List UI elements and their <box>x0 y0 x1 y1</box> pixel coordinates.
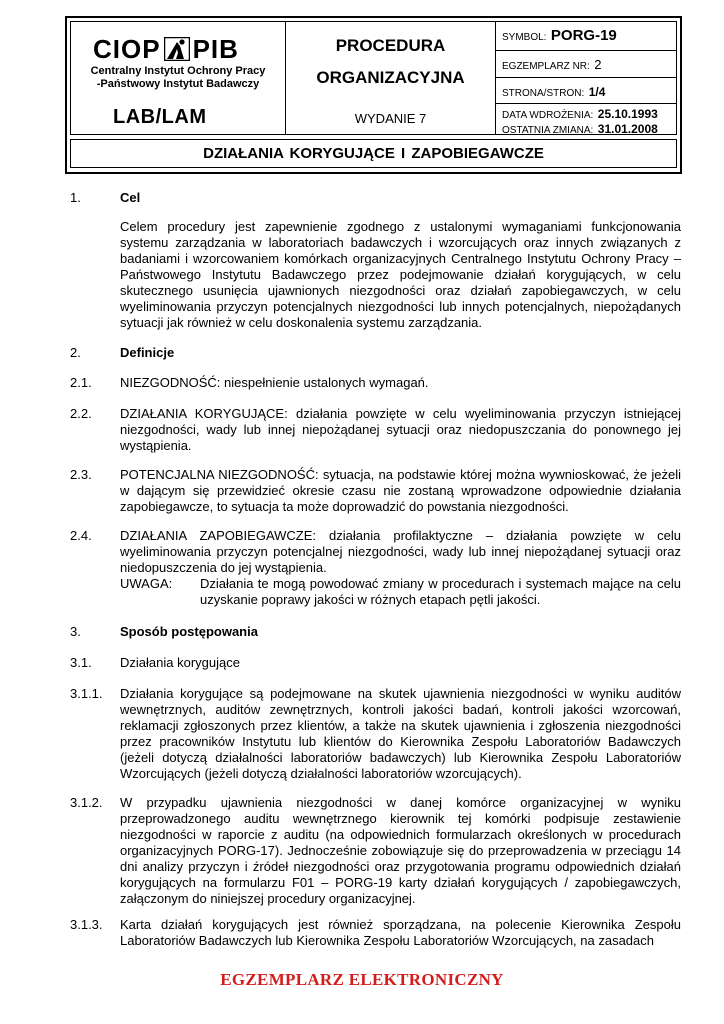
symbol-row <box>496 22 676 51</box>
section-2-number: 2. <box>70 345 81 360</box>
lab-code: LAB/LAM <box>113 106 207 128</box>
edition-label: WYDANIE 7 <box>354 111 427 126</box>
definition-2-4-text: DZIAŁANIA ZAPOBIEGAWCZE: działania profilaktyczne – działania powzięte w celu wyeliminowania przyczyn potencjalnej niezgodności, wady lub innej niepożądanej sytuacji oraz niedopuszczenia do jej wystąpienia. <box>120 528 681 575</box>
document-title: DZIAŁANIA KORYGUJĄCE I ZAPOBIEGAWCZE <box>70 139 677 168</box>
paragraph-3-1-1-number: 3.1.1. <box>70 686 103 701</box>
logo-figure-icon <box>164 37 190 61</box>
copy-value: 2 <box>594 57 602 72</box>
paragraph-3-1-2-text: W przypadku ujawnienia niezgodności w danej komórce organizacyjnej w wyniku przeprowadzonego auditu wewnętrznego kierownik tej komórki podpisuje zestawienie niezgodności w raporcie z auditu (na odpowiednich formularzach określonych w procedurach organizacyjnych PORG-17). Jednocześnie zobowiązuje się do przeprowadzenia w przeciągu 14 dni analizy przyczyn i źródeł niezgodności oraz przygotowania programu odpowiednich działań korygujących na formularzu F01 – PORG-19 karty działań korygujących / zapobiegawczych, załączonym do niniejszej procedury organizacyjnej. <box>120 795 681 906</box>
document-header <box>65 16 682 174</box>
paragraph-3-1-3-number: 3.1.3. <box>70 917 103 932</box>
definition-2-1-number: 2.1. <box>70 375 92 390</box>
page-value: 1/4 <box>588 85 606 99</box>
ciop-pib-logo <box>93 36 239 62</box>
logo-text-left: CIOP <box>93 34 161 64</box>
institute-name-line1: Centralny Instytut Ochrony Pracy <box>90 65 266 77</box>
paragraph-3-1-2-number: 3.1.2. <box>70 795 103 810</box>
section-1-number: 1. <box>70 190 81 205</box>
header-grid <box>70 21 677 135</box>
paragraph-3-1-1-text: Działania korygujące są podejmowane na skutek ujawnienia niezgodności w wyniku auditów wewnętrznych, auditów zewnętrznych, kontroli jakości badań, kontroli jakości wzorcowań, reklamacji zgłoszonych przez klientów, a także na skutek ujawnienia i zgłoszenia niezgodności przez pracowników Instytutu lub klientów do Kierownika Zespołu Laboratoriów Badawczych (jeżeli dotyczą działalności laboratoriów badawczych) lub Kierownika Zespołu Laboratoriów Wzorcujących (jeżeli dotyczą działalności laboratoriów wzorcujących). <box>120 686 681 781</box>
section-3-number: 3. <box>70 624 81 639</box>
impl-date-value: 25.10.1993 <box>597 107 658 121</box>
section-1-text: Celem procedury jest zapewnienie zgodnego z ustalonymi wymaganiami funkcjonowania systemu zarządzania w laboratoriach badawczych i wzorcujących oraz innych związanych z badaniami i wzorcowaniem komórkach organizacyjnych Centralnego Instytutu Ochrony Pracy – Państwowego Instytutu Badawczego przez podejmowanie działań korygujących, w celu skutecznego usunięcia ujawnionych niezgodności oraz działań zapobiegawczych, w celu wyeliminowania przyczyn potencjalnych niezgodności lub innych potencjalnych, niepożądanych sytuacji jak również w celu doskonalenia systemu zarządzania. <box>120 219 681 330</box>
procedure-title-line1: PROCEDURA <box>335 36 446 55</box>
symbol-label: SYMBOL: <box>502 32 547 43</box>
header-procedure-cell <box>286 22 496 134</box>
section-3-title: Sposób postępowania <box>120 624 258 639</box>
definition-2-3-text: POTENCJALNA NIEZGODNOŚĆ: sytuacja, na podstawie której można wywnioskować, że jeżeli w dającym się przewidzieć okresie czasu nie zostaną wprowadzone odpowiednie działania zapobiegawcze, to sytuacja ta może doprowadzić do powstania niezgodności. <box>120 467 681 514</box>
symbol-value: PORG-19 <box>550 27 617 44</box>
section-2-title: Definicje <box>120 345 175 360</box>
electronic-copy-footer: EGZEMPLARZ ELEKTRONICZNY <box>220 970 504 989</box>
definition-2-3-number: 2.3. <box>70 467 92 482</box>
change-date-value: 31.01.2008 <box>597 122 658 136</box>
subsection-3-1-title: Działania korygujące <box>120 655 240 670</box>
definition-2-1-text: NIEZGODNOŚĆ: niespełnienie ustalonych wymagań. <box>120 375 429 390</box>
page-row <box>496 78 676 104</box>
definition-2-2-text: DZIAŁANIA KORYGUJĄCE: działania powzięte w celu wyeliminowania przyczyn istniejącej niezgodności, wady lub innej niepożądanej sytuacji oraz niedopuszczania do ponownego jej wystąpienia. <box>120 406 681 453</box>
note-label: UWAGA: <box>120 576 173 591</box>
institute-name <box>71 65 285 91</box>
header-meta-cell <box>496 22 676 134</box>
subsection-3-1-number: 3.1. <box>70 655 92 670</box>
impl-date-label: DATA WDROŻENIA: <box>502 110 594 121</box>
section-1-title: Cel <box>120 190 141 205</box>
copy-label: EGZEMPLARZ NR: <box>502 61 590 72</box>
paragraph-3-1-3-text: Karta działań korygujących jest również sporządzana, na polecenie Kierownika Zespołu Laboratoriów Badawczych lub Kierownika Zespołu Laboratoriów Wzorcujących, na zasadach <box>120 917 681 948</box>
definition-2-4-number: 2.4. <box>70 528 92 543</box>
copy-row <box>496 51 676 78</box>
change-date-label: OSTATNIA ZMIANA: <box>502 125 594 136</box>
institute-name-line2: -Państwowy Instytut Badawczy <box>96 78 260 90</box>
procedure-title-line2: ORGANIZACYJNA <box>316 68 465 87</box>
header-institute-cell <box>71 22 286 134</box>
note-text: Działania te mogą powodować zmiany w procedurach i systemach mające na celu uzyskanie poprawy jakości w różnych etapach pętli jakości. <box>200 576 681 607</box>
page-label: STRONA/STRON: <box>502 88 585 99</box>
dates-row <box>496 104 676 134</box>
definition-2-2-number: 2.2. <box>70 406 92 421</box>
logo-text-right: PIB <box>192 34 239 64</box>
